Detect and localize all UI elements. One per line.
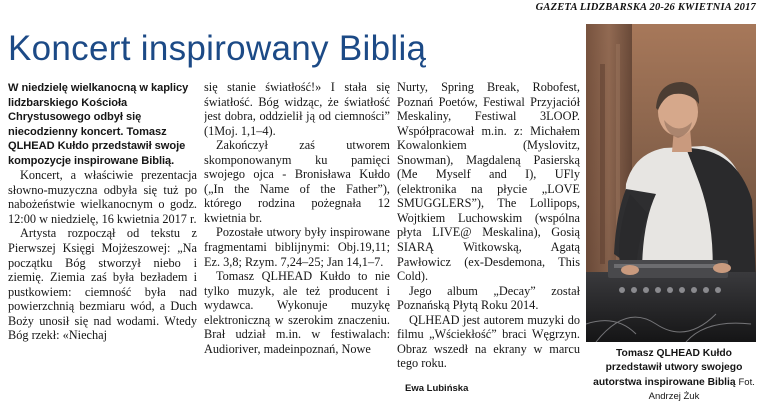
paragraph: Nurty, Spring Break, Robofest, Poznań Poetów, Festiwal Przyjaciół Meskaliny, Festiwal 3LOOP. Współpracował m.in. z: Michałem Kowalonkiem (Myslovitz, Snowman), Magdaleną Pasierską (Me Myself and I), UFly (elektronika na płycie „LOVE SMUGGLERS”), The Lollipops, Wojtkiem Luchowskim (wspólna płyta LIVE@ Meskalina), Gosią SIARĄ Witkowską, Agatą Pawłowicz (ex-Desdemona, This Cold). bbox=[397, 80, 580, 284]
paragraph: Tomasz QLHEAD Kułdo to nie tylko muzyk, ale też producent i wydawca. Wykonuje muzykę elektroniczną w szerokim znaczeniu. Brał udział m.in. w festiwalach: Audioriver, madeinpoznań, Nowe bbox=[204, 269, 390, 356]
paragraph: Jego album „Decay” został Poznańską Płytą Roku 2014. bbox=[397, 283, 580, 313]
paragraph: QLHEAD jest autorem muzyki do filmu „Wściekłość” braci Węgrzyn. Obraz wszedł na ekrany w marcu tego roku. bbox=[397, 312, 580, 371]
article-column-3 bbox=[397, 80, 580, 398]
paragraph: Koncert, a właściwie prezentacja słowno-muzyczna odbyła się tuż po nabożeństwie wielkanocnym o godz. 12:00 w niedzielę, 16 kwietnia 2017 r. bbox=[8, 168, 197, 226]
article-photo bbox=[586, 24, 756, 342]
paragraph: Artysta rozpoczął od tekstu z Pierwszej Księgi Mojżeszowej: „Na początku Bóg stworzył niebo i ziemię. Ziemia zaś była bezładem i pustkowiem: ciemność była nad powierzchnią bezmiaru wód, a Duch Boży unosił się nad wodami. Wtedy Bóg rzekł: «Niechaj bbox=[8, 226, 197, 343]
publication-header: GAZETA LIDZBARSKA 20-26 KWIETNIA 2017 bbox=[535, 2, 756, 13]
paragraph: Zakończył zaś utworem skomponowanym ku pamięci swojego ojca - Bronisława Kułdo („In the Name of the Father”), którego rodzina pożegnała 12 kwietnia br. bbox=[204, 138, 390, 225]
musician-photo-illustration bbox=[586, 24, 756, 342]
article-lead: W niedzielę wielkanocną w kaplicy lidzbarskiego Kościoła Chrystusowego odbył się niecodzienny koncert. Tomasz QLHEAD Kułdo przedstawił swoje kompozycje inspirowane Biblią. bbox=[8, 82, 189, 167]
paragraph: Pozostałe utwory były inspirowane fragmentami biblijnymi: Obj.19,11; Ez. 3,8; Rzym. 7,24–25; Jan 14,1–7. bbox=[204, 225, 390, 269]
photo-caption bbox=[588, 347, 760, 405]
author-byline: Ewa Lubińska bbox=[405, 383, 469, 394]
article-column-1 bbox=[8, 81, 197, 399]
paragraph: się stanie światłość!» I stała się światłość. Bóg widząc, że światłość jest dobra, oddzielił ją od ciemności” (1Moj. 1,1–4). bbox=[204, 80, 390, 138]
article-column-2 bbox=[204, 80, 390, 398]
article-headline: Koncert inspirowany Biblią bbox=[8, 29, 427, 68]
photo-caption-text: Tomasz QLHEAD Kułdo przedstawił utwory swojego autorstwa inspirowane Biblią bbox=[593, 348, 743, 388]
photo-credit: Fot. Andrzej Żuk bbox=[648, 376, 755, 403]
